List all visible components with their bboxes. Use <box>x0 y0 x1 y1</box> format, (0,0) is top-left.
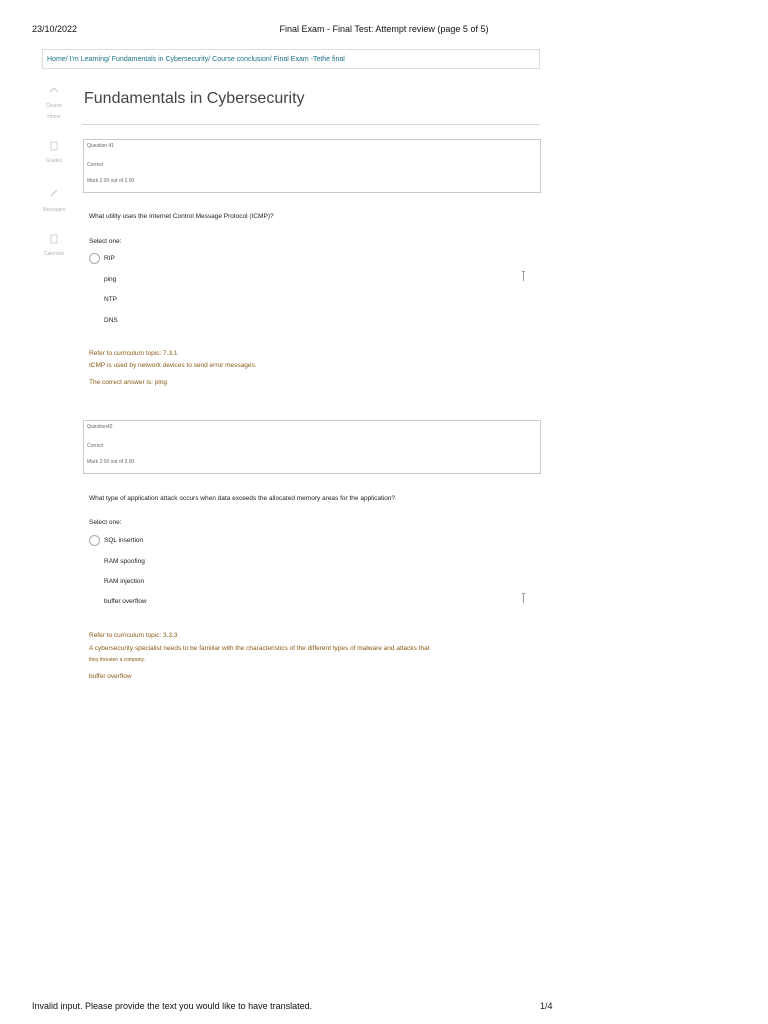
question-status: Correct <box>87 162 104 168</box>
answer-option-label: ping <box>104 276 117 283</box>
breadcrumb-course[interactable]: Fundamentals in Cybersecurity <box>111 56 209 63</box>
breadcrumb-separator: / <box>269 56 274 63</box>
breadcrumb-home[interactable]: Home <box>47 56 66 63</box>
sidebar-item-calendar[interactable] <box>36 234 72 259</box>
feedback-topic: Refer to curriculum topic: 7.3.1 <box>89 350 178 357</box>
print-date: 23/10/2022 <box>32 24 78 34</box>
answer-option-label: DNS <box>104 317 118 324</box>
answer-option-label: SQL insertion <box>104 537 144 544</box>
answer-option-label: RAM spoofing <box>104 558 145 565</box>
calendar-icon <box>36 234 72 246</box>
feedback-correct-answer: The correct answer is: ping <box>89 379 168 386</box>
breadcrumb-separator: / <box>208 56 213 63</box>
breadcrumb-learning[interactable]: I'm Learning <box>69 56 108 63</box>
question-mark: Mark 2.00 out of 2.00 <box>87 459 135 465</box>
correct-mark-icon <box>523 593 524 603</box>
question-info-box <box>83 139 541 193</box>
sidebar-item-course-home[interactable] <box>36 86 72 122</box>
radio-button[interactable] <box>89 253 100 264</box>
grades-icon <box>36 141 72 153</box>
page-title: Fundamentals in Cybersecurity <box>84 90 305 107</box>
question-text: What utility uses the Internet Control Message Protocol (ICMP)? <box>89 213 274 220</box>
breadcrumb-conclusion[interactable]: Course conclusion <box>212 56 270 63</box>
breadcrumb-final-exam[interactable]: Final Exam -Tethe final <box>273 56 345 63</box>
chevron-up-icon <box>36 86 72 98</box>
answer-option-label: NTP <box>104 296 117 303</box>
question-info-box <box>83 420 541 474</box>
answer-option-label: buffer overflow <box>104 598 147 605</box>
sidebar-item-label: Messages <box>42 207 66 213</box>
answer-option-label: RIP <box>104 255 115 262</box>
sidebar-item-grades[interactable] <box>36 141 72 166</box>
breadcrumb-separator: / <box>107 56 112 63</box>
question-number: Question 41 <box>87 143 114 149</box>
print-footer-note: Invalid input. Please provide the text you would like to have translated. <box>32 1001 313 1011</box>
sidebar-item-label: Grades <box>45 158 63 164</box>
radio-button[interactable] <box>89 535 100 546</box>
print-page-number: 1/4 <box>540 1001 553 1011</box>
sidebar-item-label: Course <box>45 103 63 109</box>
breadcrumb <box>42 49 540 69</box>
select-one-label: Select one: <box>89 238 122 245</box>
select-one-label: Select one: <box>89 519 122 526</box>
question-status: Correct <box>87 443 104 449</box>
sidebar-item-messages[interactable] <box>36 188 72 215</box>
print-page-title: Final Exam - Final Test: Attempt review (page 5 of 5) <box>279 24 489 34</box>
pencil-icon <box>36 188 72 200</box>
question-number: Question42 <box>87 424 113 430</box>
correct-mark-icon <box>523 271 524 281</box>
sidebar-item-label: Home <box>47 114 61 120</box>
sidebar-item-label: Calendar <box>43 251 65 257</box>
feedback-explanation: ICMP is used by network devices to send error messages. <box>89 362 257 369</box>
answer-option-label: RAM injection <box>104 578 145 585</box>
feedback-topic: Refer to curriculum topic: 3.3.3 <box>89 632 178 639</box>
question-mark: Mark 2.00 out of 2.00 <box>87 178 135 184</box>
feedback-correct-answer: buffer overflow <box>89 673 132 680</box>
feedback-explanation: A cybersecurity specialist needs to be familiar with the characteristics of the different types of malware and attacks that <box>89 645 430 652</box>
question-text: What type of application attack occurs when data exceeds the allocated memory areas for the application? <box>89 495 396 502</box>
title-divider <box>82 124 540 125</box>
feedback-explanation-continued: they threaten a company. <box>89 657 146 663</box>
breadcrumb-separator: / <box>65 56 70 63</box>
